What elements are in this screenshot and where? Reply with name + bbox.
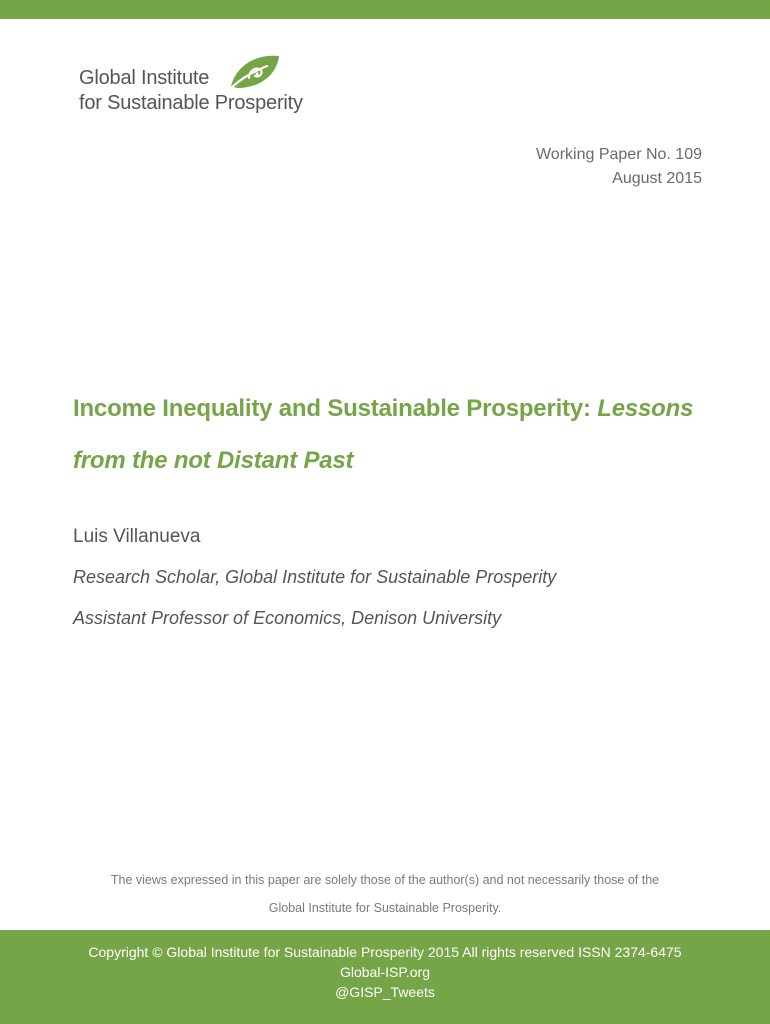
working-paper-number: Working Paper No. 109 — [535, 146, 702, 163]
footer-bar — [0, 930, 770, 1024]
institute-logo — [79, 52, 329, 122]
leaf-icon — [227, 52, 283, 92]
author-affiliation-2: Assistant Professor of Economics, Denison University — [73, 608, 502, 628]
top-color-bar — [0, 0, 770, 19]
working-paper-meta — [536, 143, 702, 191]
copyright-notice: Copyright © Global Institute for Sustainable Prosperity 2015 All rights reserved ISSN 2374-6475 — [88, 944, 682, 960]
disclaimer-line1: The views expressed in this paper are solely those of the author(s) and not necessarily those of the — [110, 873, 660, 887]
disclaimer-line2: Global Institute for Sustainable Prosperity. — [268, 901, 502, 915]
title-main: Income Inequality and Sustainable Prosperity: — [73, 395, 591, 422]
website-link[interactable]: Global-ISP.org — [339, 964, 430, 980]
publication-date: August 2015 — [612, 170, 702, 187]
author-name: Luis Villanueva — [73, 526, 201, 547]
logo-text-line2: for Sustainable Prosperity — [79, 92, 303, 114]
title-italic-part2: from the not Distant Past — [73, 447, 354, 474]
twitter-handle[interactable]: @GISP_Tweets — [335, 984, 435, 1000]
title-italic-part1: Lessons — [597, 395, 694, 422]
disclaimer — [0, 866, 770, 922]
author-affiliation-1: Research Scholar, Global Institute for Sustainable Prosperity — [73, 567, 557, 587]
logo-text-line1: Global Institute — [79, 67, 210, 89]
paper-title — [73, 383, 733, 487]
